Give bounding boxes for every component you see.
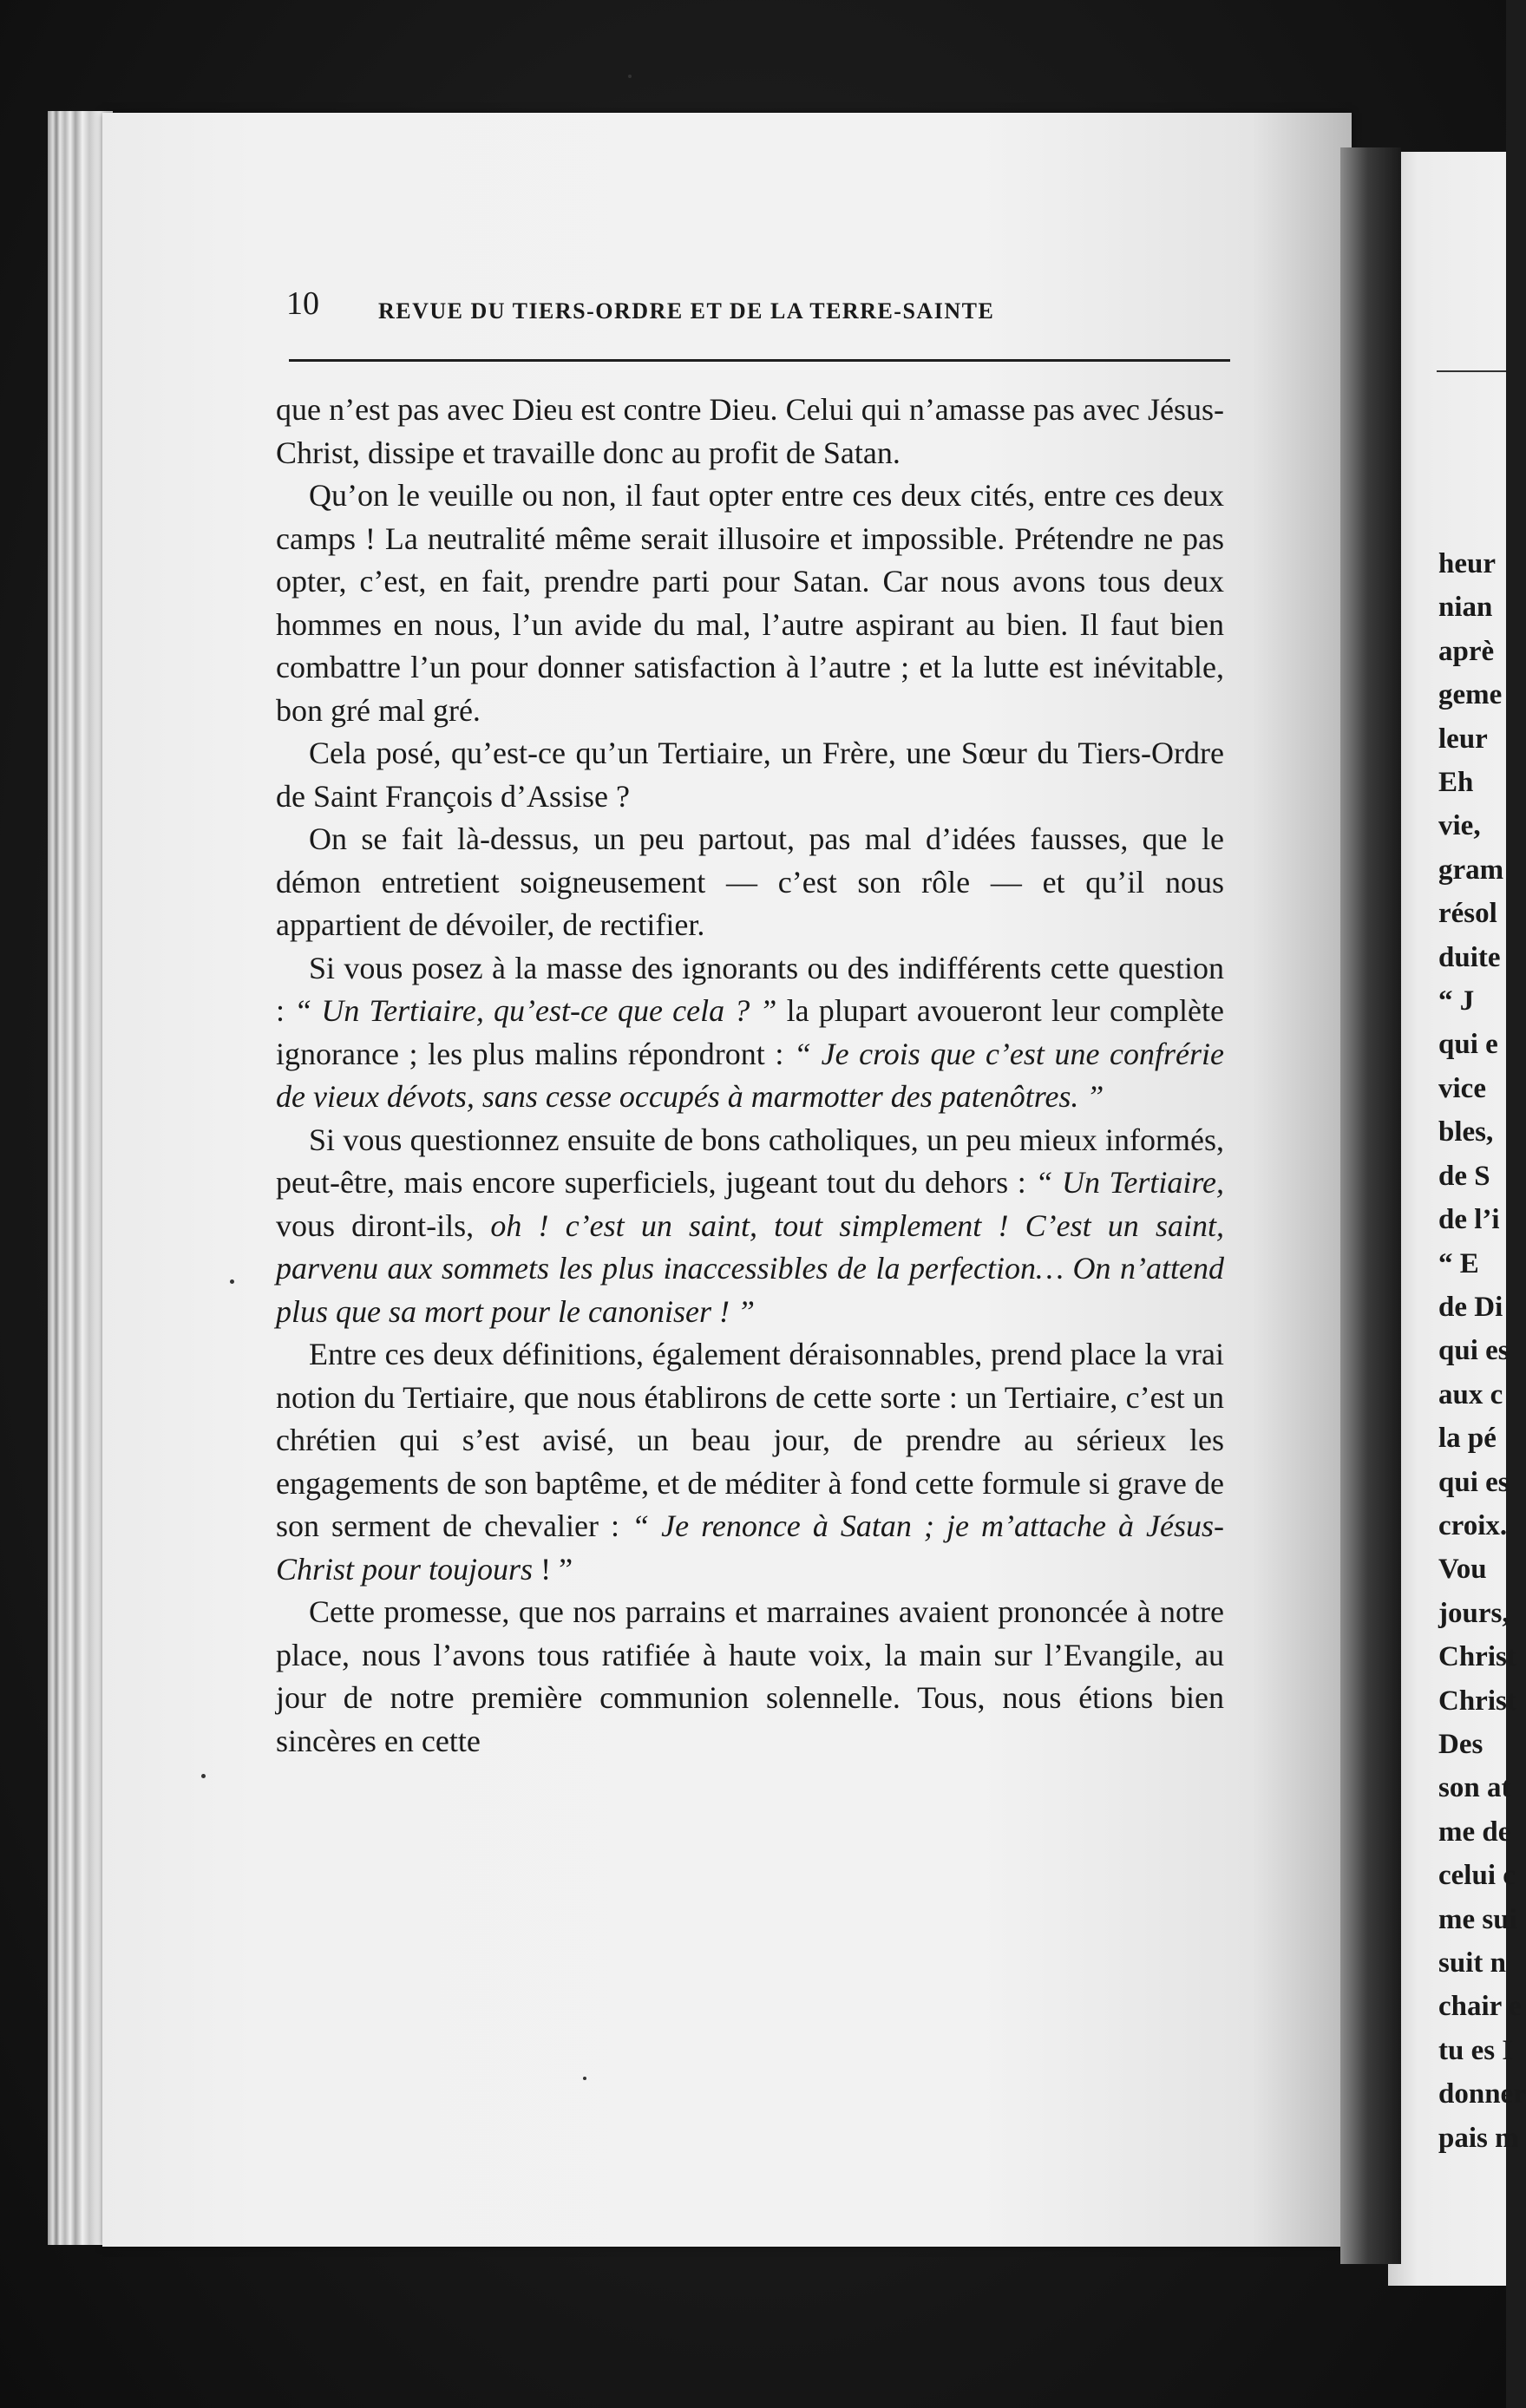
paragraph-7-quote: “ Je renonce à Satan ; je m’attache à Jésus-Christ pour toujours — [276, 1508, 1224, 1587]
dust-speck — [628, 75, 632, 78]
paragraph-6-quote-b: oh ! c’est un saint, tout simplement ! C’est un saint, parvenu aux sommets les plus inaccessibles de la perfection… On n’attend plus que sa mort pour le canoniser ! ” — [276, 1207, 1224, 1329]
facing-page-line: la pé — [1438, 1423, 1497, 1455]
facing-page-line: Eh — [1438, 767, 1474, 799]
facing-page-line: donner — [1438, 2078, 1526, 2110]
facing-page-rule — [1437, 370, 1506, 372]
facing-page-line: vice — [1438, 1072, 1486, 1104]
paragraph-1: que n’est pas avec Dieu est contre Dieu. Celui qui n’amasse pas avec Jésus-Christ, dissipe et travaille donc au profit de Satan. — [276, 392, 1224, 470]
paragraph-7-text-a: Entre ces deux définitions, également déraisonnables, prend place la vrai notion du Tertiaire, que nous établirons de cette sorte : un Tertiaire, c’est un chrétien qui s’est avisé, un beau jour, de prendre au sérieux les engagements de son baptême, et de méditer à fond cette formule si grave de son serment de chevalier : — [276, 1337, 1224, 1543]
facing-page-line: aux c — [1438, 1378, 1503, 1410]
facing-page-line: nian — [1438, 592, 1493, 624]
facing-page-line: résol — [1438, 898, 1497, 930]
facing-page-line: de Di — [1438, 1291, 1503, 1323]
facing-page-line: gram — [1438, 854, 1504, 886]
facing-page-line: “ J — [1438, 985, 1475, 1018]
facing-page-line: “ E — [1438, 1247, 1479, 1279]
paragraph-6-text-a: Si vous questionnez ensuite de bons catholiques, un peu mieux informés, peut-être, mais encore superficiels, jugeant tout du dehors : — [276, 1122, 1224, 1200]
body-text — [276, 389, 1224, 1763]
facing-page-line: Vou — [1438, 1554, 1487, 1586]
facing-page-line: me de — [1438, 1816, 1511, 1848]
facing-page-line: jours, — [1438, 1597, 1510, 1629]
facing-page-line: qui es — [1438, 1466, 1510, 1498]
facing-page-line: Des — [1438, 1728, 1483, 1760]
facing-page-line: leur — [1438, 723, 1488, 755]
paragraph-3: Cela posé, qu’est-ce qu’un Tertiaire, un Frère, une Sœur du Tiers-Ordre de Saint François d’Assise ? — [276, 736, 1224, 814]
facing-page-line: croix. — [1438, 1509, 1508, 1541]
dust-speck — [201, 1774, 206, 1778]
facing-page-line: vie, — [1438, 810, 1481, 842]
paragraph-5-text-a: Si vous posez à la masse des ignorants ou des indifférents cette question : — [276, 950, 1224, 1028]
facing-page-line: de S — [1438, 1160, 1490, 1192]
paragraph-4: On se fait là-dessus, un peu partout, pas mal d’idées fausses, que le démon entretient soigneusement — c’est son rôle — et qu’il nous appartient de dévoiler, de rectifier. — [276, 821, 1224, 942]
paragraph-6 — [276, 1119, 1224, 1334]
facing-page-line: de l’i — [1438, 1204, 1500, 1236]
paragraph-7 — [276, 1333, 1224, 1591]
facing-page-line: suit n — [1438, 1947, 1506, 1979]
paragraph-8: Cette promesse, que nos parrains et marraines avaient prononcée à notre place, nous l’avons tous ratifiée à haute voix, la main sur l’Evangile, au jour de notre première communion solennelle. Tous, nous étions bien sincères en cette — [276, 1594, 1224, 1758]
facing-page-line: duite — [1438, 941, 1501, 973]
facing-page-line: Christ — [1438, 1641, 1516, 1673]
facing-page — [1388, 152, 1526, 2286]
facing-page-line: chair e — [1438, 1991, 1522, 2023]
paragraph-7-text-b: ! ” — [533, 1551, 573, 1587]
facing-page-lines — [1438, 542, 1526, 2160]
facing-page-line: me sui — [1438, 1903, 1517, 1935]
facing-page-line: Christ — [1438, 1685, 1516, 1717]
facing-page-line: qui e — [1438, 1029, 1498, 1061]
paragraph-5-text-b: la plupart avoueront leur complète ignorance ; les plus malins répondront : — [276, 993, 1224, 1071]
paragraph-5-quote-a: “ Un Tertiaire, qu’est-ce que cela ? ” — [294, 993, 777, 1028]
facing-page-line: heur — [1438, 548, 1496, 579]
paragraph-5 — [276, 947, 1224, 1119]
paragraph-2: Qu’on le veuille ou non, il faut opter entre ces deux cités, entre ces deux camps ! La neutralité même serait illusoire et impossible. Prétendre ne pas opter, c’est, en fait, prendre parti pour Satan. Car nous avons tous deux hommes en nous, l’un avide du mal, l’autre aspirant au bien. Il faut bien combattre l’un pour donner satisfaction à l’autre ; et la lutte est inévitable, bon gré mal gré. — [276, 478, 1224, 728]
dust-speck — [583, 2077, 586, 2080]
facing-page-line: tu es I — [1438, 2034, 1514, 2066]
paragraph-6-text-b: vous diront-ils, — [276, 1207, 491, 1243]
running-title: REVUE DU TIERS-ORDRE ET DE LA TERRE-SAINTE — [378, 298, 995, 324]
facing-page-line: aprè — [1438, 635, 1495, 667]
page-header — [286, 285, 1232, 328]
facing-page-line: celui c — [1438, 1860, 1516, 1892]
facing-page-line: qui es — [1438, 1335, 1510, 1367]
page-number: 10 — [286, 285, 319, 322]
dust-speck — [230, 1279, 234, 1284]
paragraph-6-quote-a: “ Un Tertiaire, — [1035, 1165, 1224, 1200]
facing-page-line: geme — [1438, 679, 1503, 711]
facing-page-line: bles, — [1438, 1116, 1494, 1148]
facing-page-line: son at — [1438, 1772, 1511, 1804]
paragraph-5-quote-b: “ Je crois que c’est une confrérie de vieux dévots, sans cesse occupés à marmotter des patenôtres. ” — [276, 1036, 1225, 1114]
facing-page-line: pais m — [1438, 2122, 1519, 2154]
book-gutter — [1340, 147, 1401, 2264]
header-rule — [289, 359, 1230, 362]
